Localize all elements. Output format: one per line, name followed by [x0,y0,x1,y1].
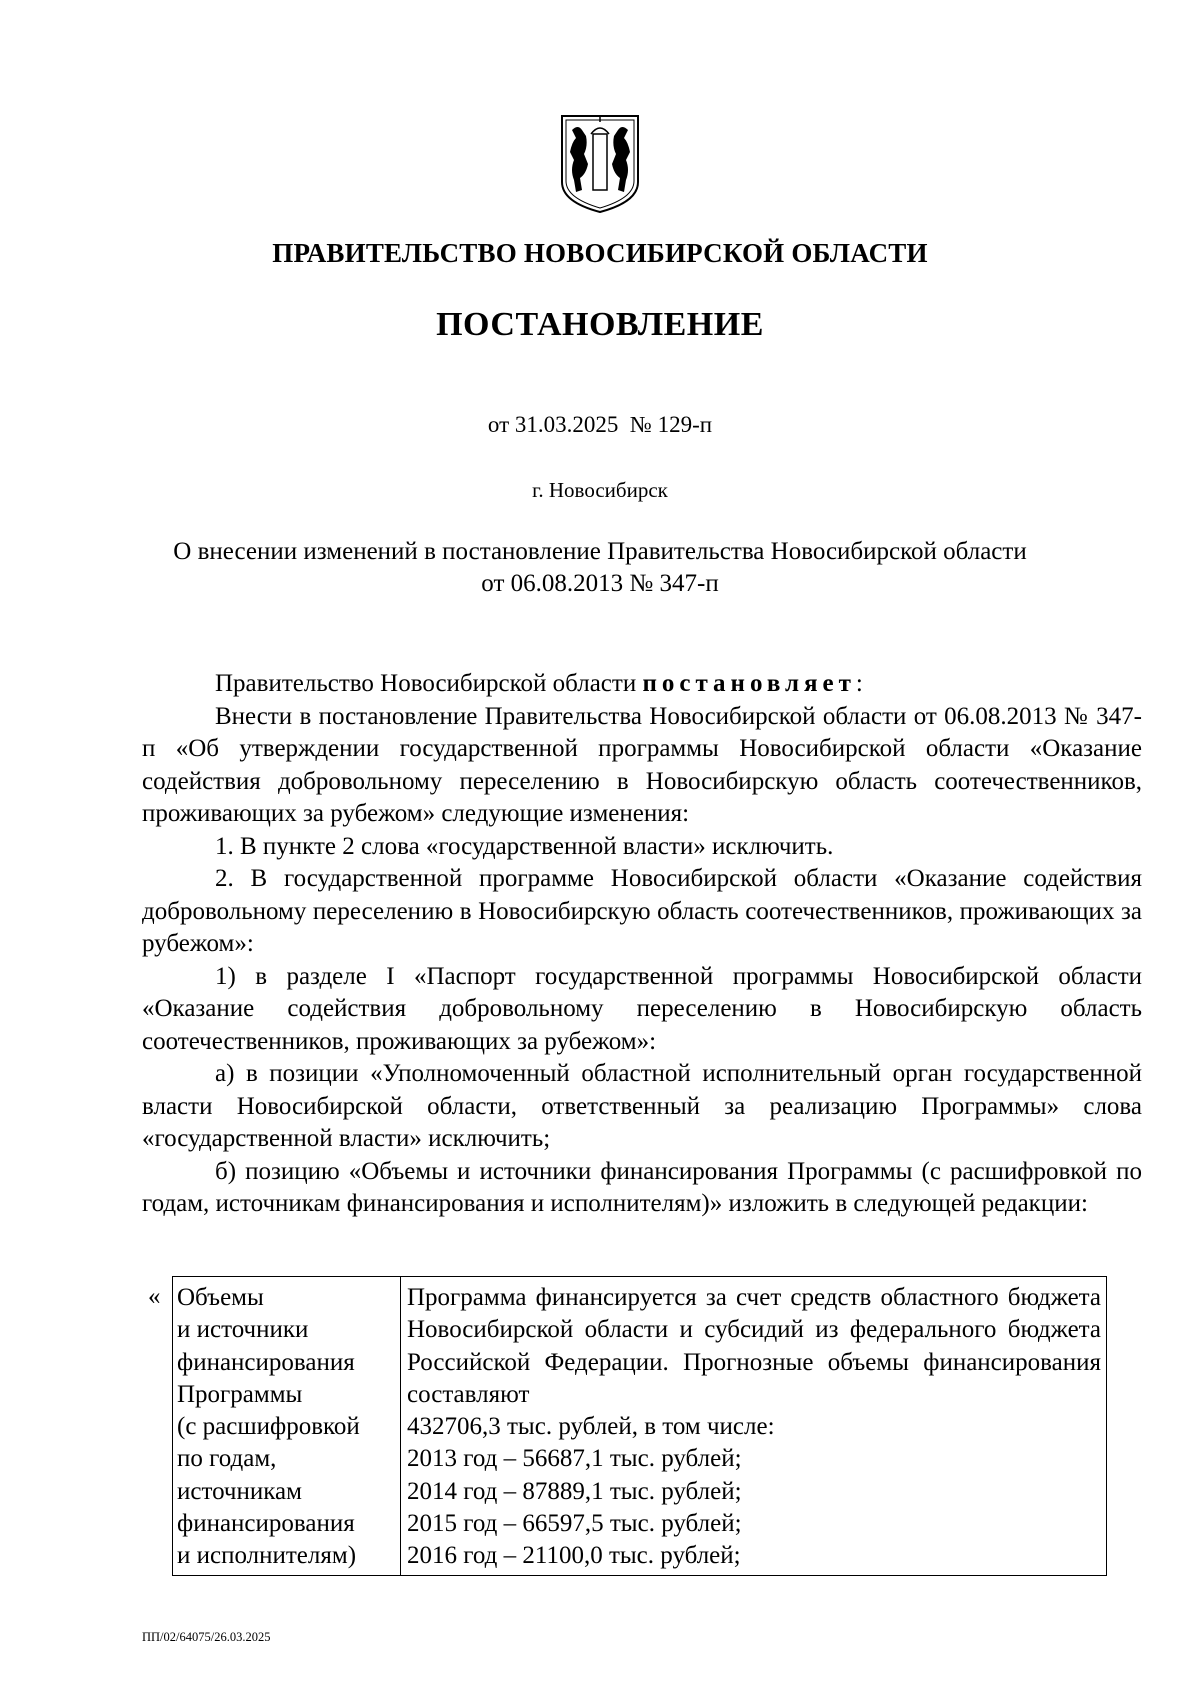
paragraph-item-a: а) в позиции «Уполномоченный областной исполнительный орган государственной власти Новосибирской области, ответственный за реализацию Программы» слова «государственной власти» исключить; [142,1060,1142,1152]
document-footer-code: ПП/02/64075/26.03.2025 [142,1630,271,1644]
decree-colon: : [855,670,863,697]
document-date-number: от 31.03.2025 № 129-п [487,412,713,437]
label-line: и исполнителям) [177,1542,357,1570]
paragraph-amend: Внести в постановление Правительства Новосибирской области от 06.08.2013 № 347-п «Об утверждении государственной программы Новосибирской области «Оказание содействия добровольному переселению в Новосибирскую область соотечественников, проживающих за рубежом» следующие изменения: [142,702,1142,827]
financing-year-row: 2016 год – 21100,0 тыс. рублей; [407,1542,741,1570]
paragraph-item-2: 2. В государственной программе Новосибирской области «Оказание содействия добровольному переселению в Новосибирскую область соотечественников, проживающих за рубежом»: [142,865,1142,957]
document-subject [0,536,1200,600]
financing-table [172,1276,1107,1576]
document-body [142,668,1142,1221]
financing-table-label-cell [173,1277,401,1575]
subject-line-1: О внесении изменений в постановление Правительства Новосибирской области [173,538,1027,565]
label-line: и источники [177,1316,309,1344]
financing-table-value-cell [401,1277,1106,1575]
financing-total: 432706,3 тыс. рублей, в том числе: [407,1413,775,1441]
organization-title: ПРАВИТЕЛЬСТВО НОВОСИБИРСКОЙ ОБЛАСТИ [272,238,928,268]
document-city: г. Новосибирск [532,478,668,502]
financing-year-row: 2015 год – 66597,5 тыс. рублей; [407,1510,742,1538]
paragraph-item-b: б) позицию «Объемы и источники финансирования Программы (с расшифровкой по годам, источникам финансирования и исполнителям)» изложить в следующей редакции: [142,1157,1142,1217]
paragraph-item-2-1: 1) в разделе I «Паспорт государственной программы Новосибирской области «Оказание содействия добровольному переселению в Новосибирскую область соотечественников, проживающих за рубежом»: [142,962,1142,1055]
label-line: финансирования [177,1348,355,1376]
financing-year-row: 2014 год – 87889,1 тыс. рублей; [407,1477,742,1505]
document-type-title: ПОСТАНОВЛЕНИЕ [436,306,764,343]
label-line: (с расшифровкой [177,1413,360,1441]
label-line: источникам [177,1477,302,1505]
paragraph-decree-intro [142,668,1142,701]
decree-keyword: постановляет [642,670,856,697]
financing-year-row: 2013 год – 56687,1 тыс. рублей; [407,1445,742,1473]
label-line: Объемы [177,1284,264,1311]
label-line: Программы [177,1380,303,1408]
open-quote-mark: « [148,1283,161,1310]
decree-intro-text: Правительство Новосибирской области [215,670,643,697]
label-line: финансирования [177,1510,355,1538]
subject-line-2: от 06.08.2013 № 347-п [481,570,719,597]
label-line: по годам, [177,1445,277,1473]
paragraph-item-1: 1. В пункте 2 слова «государственной власти» исключить. [215,832,834,860]
financing-intro: Программа финансируется за счет средств областного бюджета Новосибирской области и субсидий из федерального бюджета Российской Федерации. Прогнозные объемы финансирования составляют [407,1284,1101,1408]
coat-of-arms-icon [558,112,642,216]
